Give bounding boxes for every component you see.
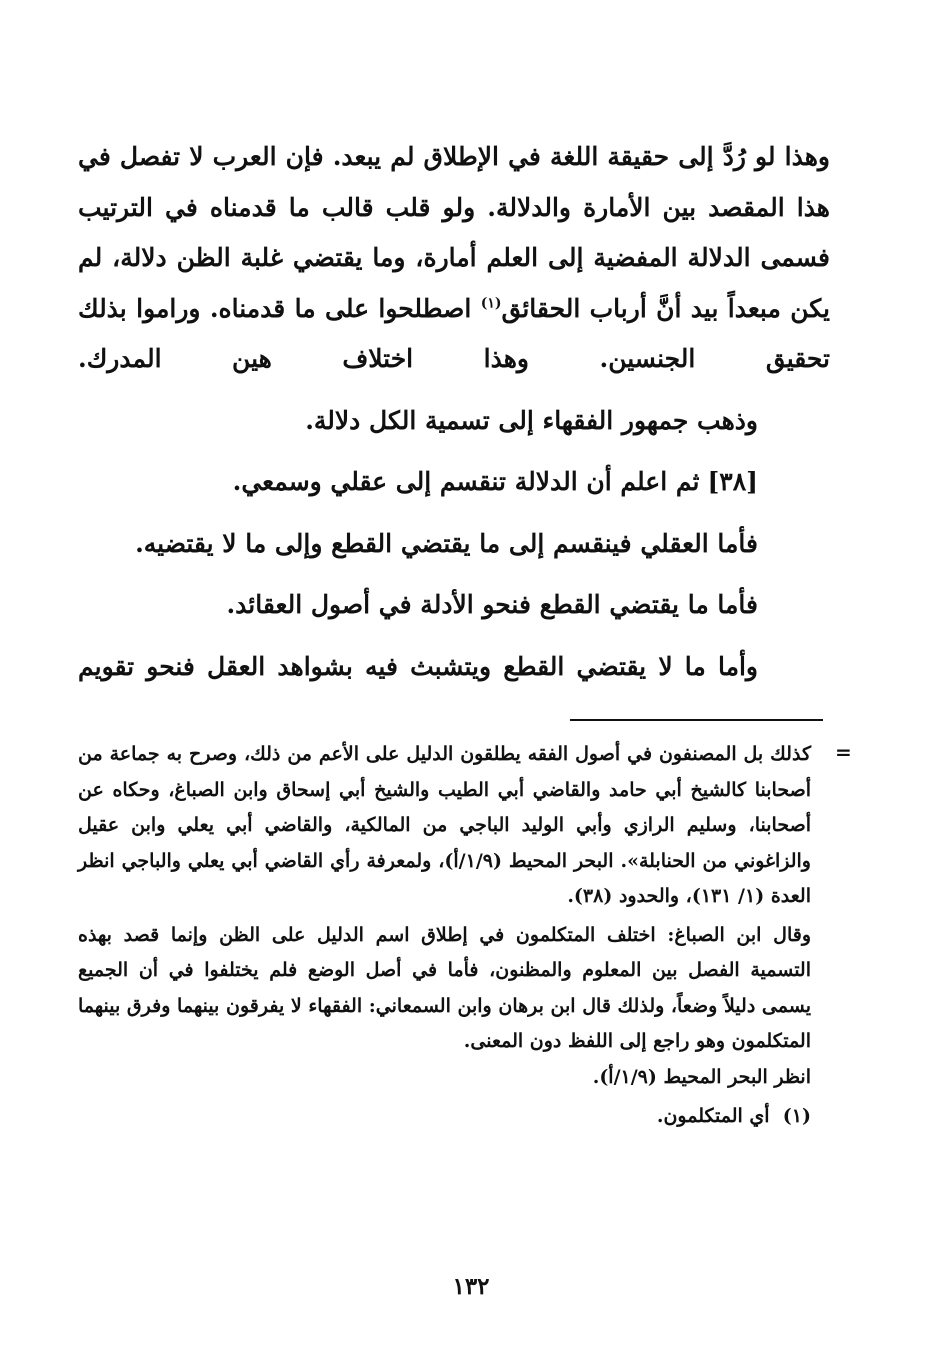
footnote-paragraph: وقال ابن الصباغ: اختلف المتكلمون في إطلاق اسم الدليل على الظن وإنما قصد بهذه التسمية الفصل بين المعلوم والمظنون، فأما في أصل الوضع فلم يختلفوا في أن الجميع يسمى دليلاً وضعاً، ولذلك قال ابن برهان وابن السمعاني: الفقهاء لا يفرقون بينهما وفرق بينهما المتكلمون وهو راجع إلى اللفظ دون المعنى. xyxy=(78,923,811,1052)
paragraph-5: فأما ما يقتضي القطع فنحو الأدلة في أصول العقائد. xyxy=(226,590,758,619)
paragraph-1-text: وهذا لو رُدَّ إلى حقيقة اللغة في الإطلاق لم يبعد. فإن العرب لا تفصل في هذا المقصد بين الأمارة والدلالة. ولو قلب قالب ما قدمناه في الترتيب فسمى الدلالة المفضية إلى العلم أمارة، وما يقتضي غلبة الظن دلالة، لم يكن مبعداً بيد أنَّ أرباب الحقائق xyxy=(78,142,830,323)
continuation-mark: = xyxy=(835,740,852,764)
paragraph-3-text: ثم اعلم أن الدلالة تنقسم إلى عقلي وسمعي. xyxy=(232,467,700,496)
paragraph-1 xyxy=(78,132,830,385)
paragraph-4: فأما العقلي فينقسم إلى ما يقتضي القطع وإلى ما لا يقتضيه. xyxy=(135,528,758,558)
main-text xyxy=(78,132,830,692)
footnotes xyxy=(78,737,811,1135)
footnote-reference[interactable]: (١) xyxy=(480,295,502,312)
footnote-1-label: (١) xyxy=(782,1105,811,1127)
footnote-separator xyxy=(570,719,823,721)
footnote-reference-line: انظر البحر المحيط (١/٩/أ). xyxy=(592,1065,811,1088)
paragraph-6: وأما ما لا يقتضي القطع ويتشبث فيه بشواهد العقل فنحو تقويم xyxy=(78,651,758,681)
section-number: [٣٨] xyxy=(707,467,758,496)
paragraph-1-continuation: اصطلحوا على ما قدمناه. وراموا بذلك تحقيق الجنسين. وهذا اختلاف هين المدرك. xyxy=(78,293,830,373)
paragraph-3 xyxy=(78,457,830,508)
paragraph-2: وذهب جمهور الفقهاء إلى تسمية الكل دلالة. xyxy=(305,405,758,435)
footnote-1 xyxy=(78,1099,811,1135)
footnote-1-text: أي المتكلمون. xyxy=(656,1105,770,1127)
footnote-continued: كذلك بل المصنفون في أصول الفقه يطلقون الدليل على الأعم من ذلك، وصرح به جماعة من أصحابنا كالشيخ أبي حامد والقاضي أبي الطيب والشيخ أبي إسحاق وابن الصباغ، وحكاه عن أصحابنا، وسليم الرازي وأبي الوليد الباجي من المالكية، والقاضي أبي يعلي وابن عقيل والزاغوني من الحنابلة». البحر المحيط (١/٩/أ)، ولمعرفة رأي القاضي أبي يعلي والباجي انظر العدة (١/ ١٣١)، والحدود (٣٨). xyxy=(78,743,811,907)
page-number: ١٣٢ xyxy=(452,1273,490,1300)
